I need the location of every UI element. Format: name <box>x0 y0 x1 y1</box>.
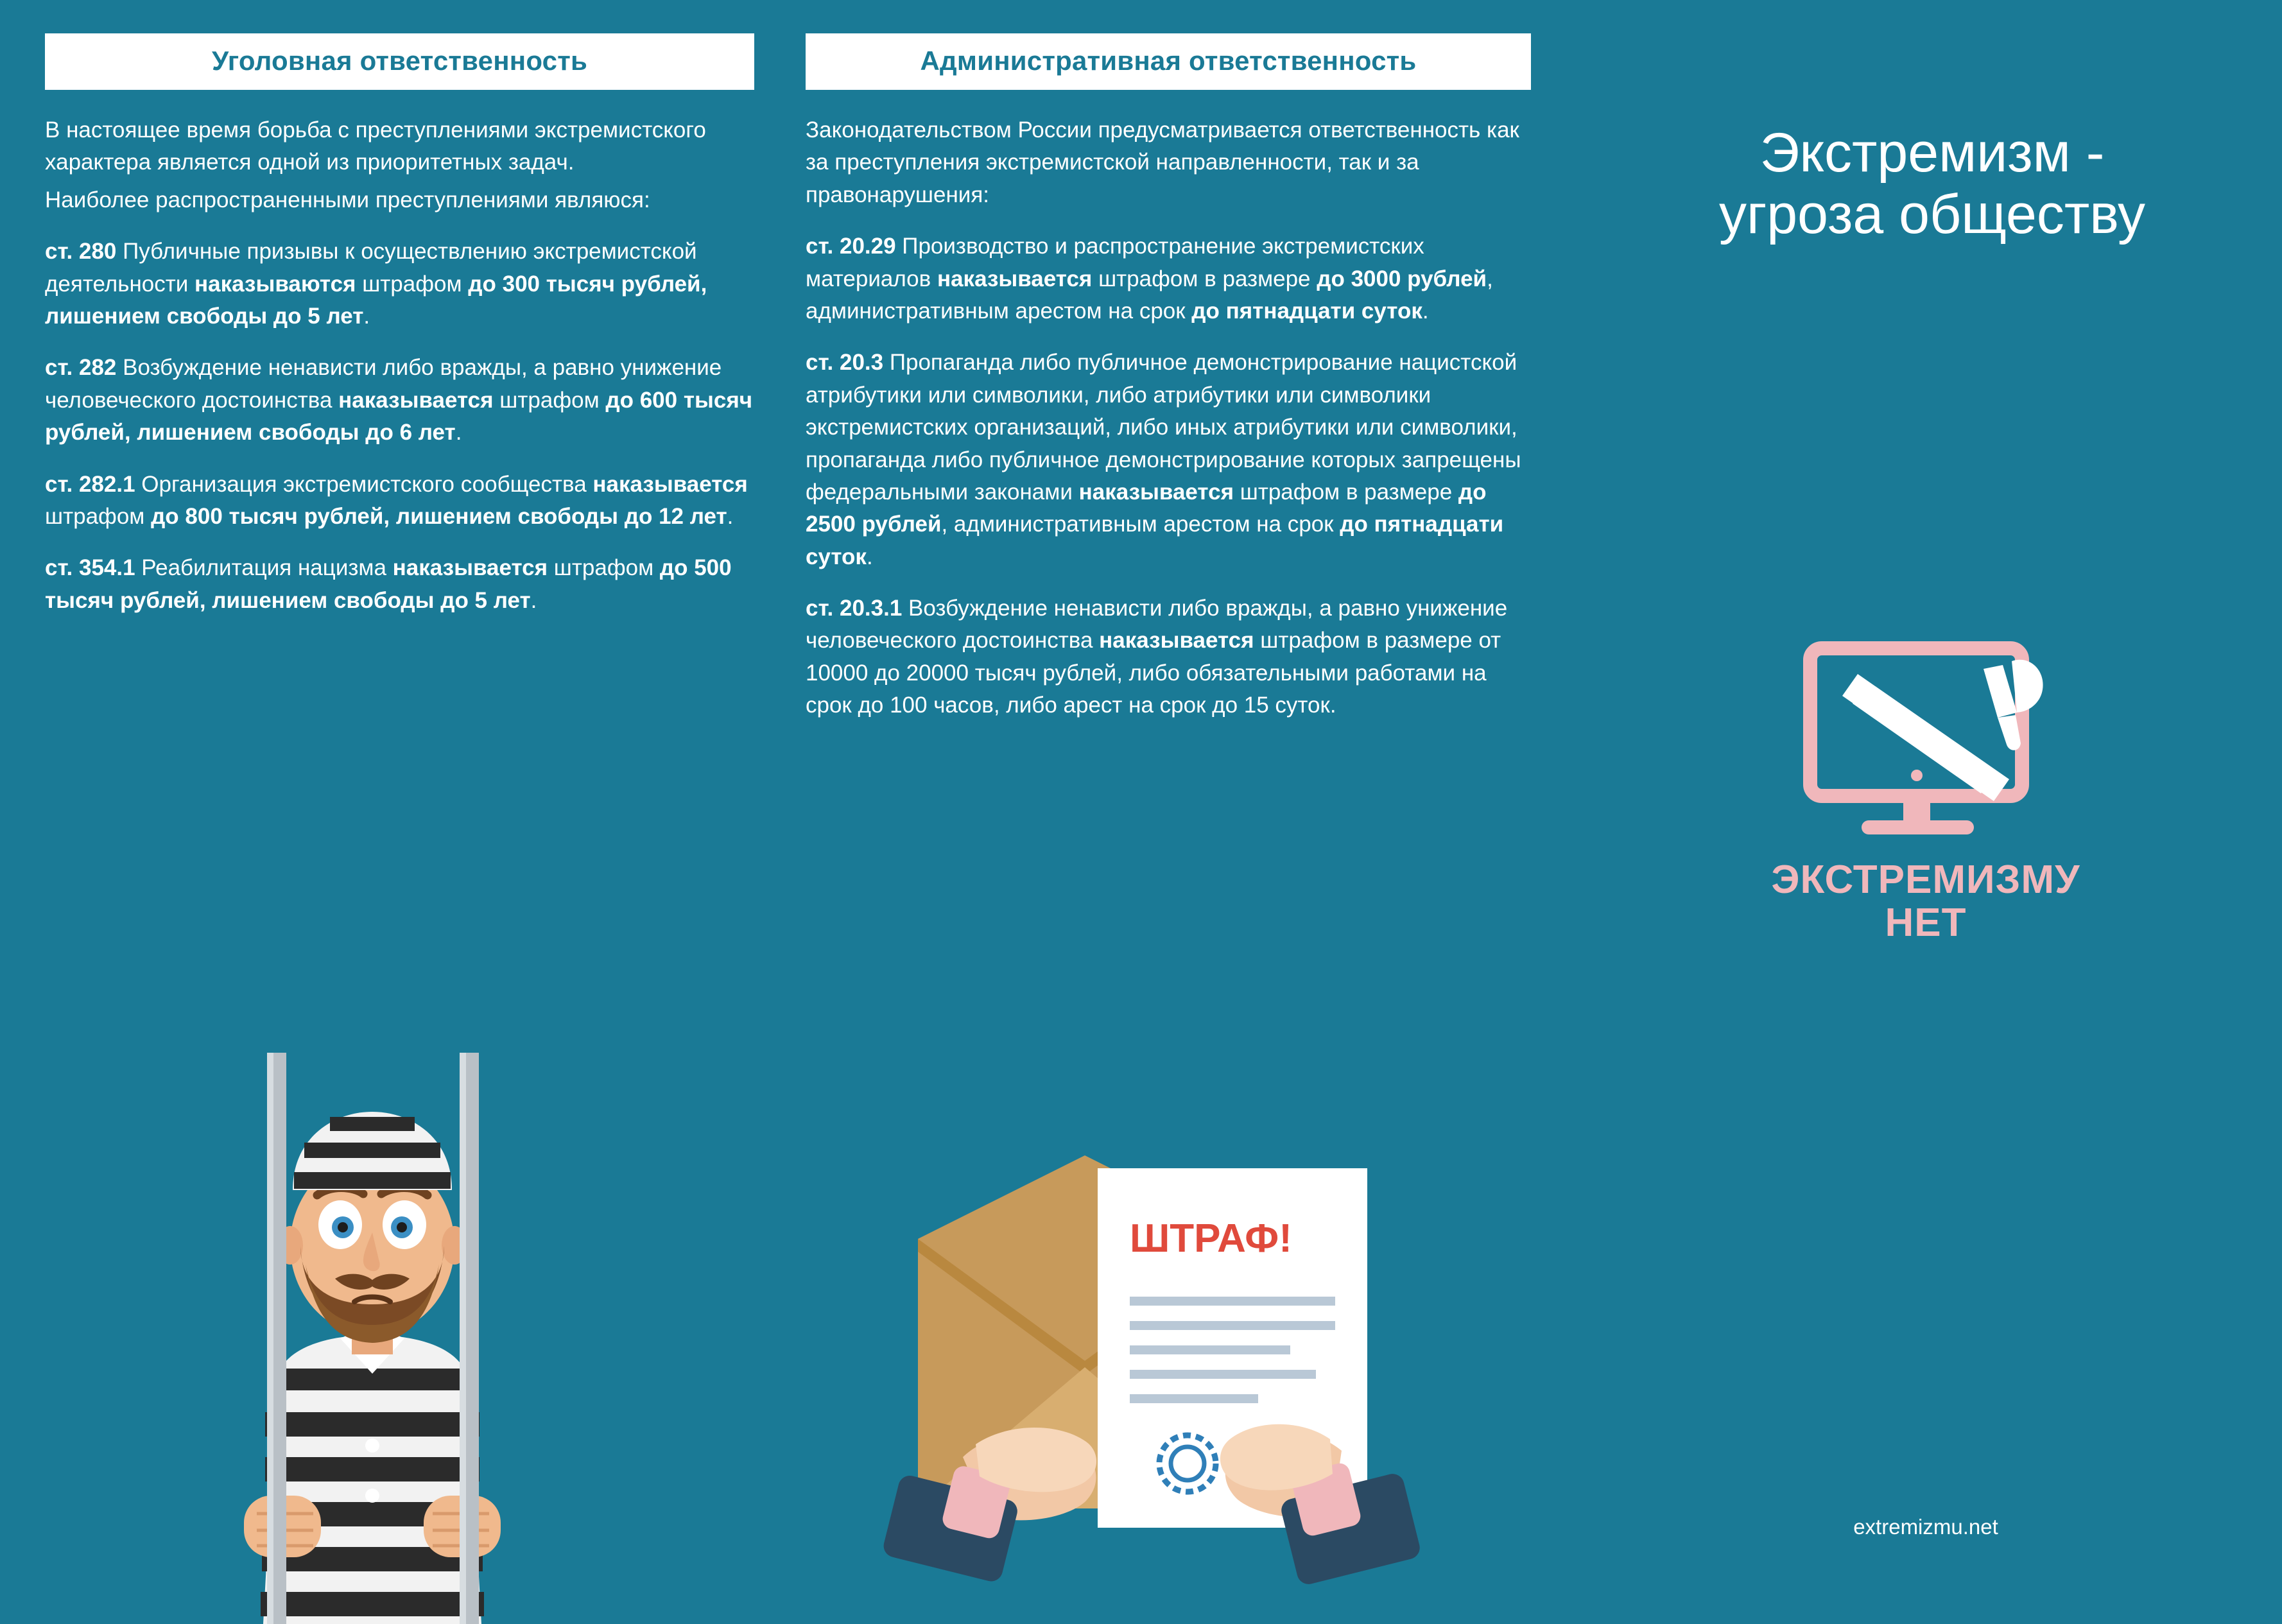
prisoner-behind-bars-illustration <box>148 1053 597 1624</box>
logo-text <box>1682 859 2170 945</box>
paragraph-intro-2: Наиболее распространенными преступлениями являюся: <box>45 187 650 212</box>
column-title <box>1618 0 2234 246</box>
page-title-line1: Экстремизм - <box>1759 122 2105 184</box>
page-title-line2: угроза обществу <box>1718 184 2146 246</box>
paragraph-art-354-1: ст. 354.1 Реабилитация нацизма наказывается штрафом до 500 тысяч рублей, лишением свободы до 5 лет. <box>45 555 732 613</box>
column-administrative-liability <box>806 0 1531 741</box>
hands-holding-fine-letter-illustration <box>828 1059 1470 1624</box>
administrative-liability-text <box>806 114 1531 722</box>
logo <box>1682 635 2170 945</box>
paragraph-art-282-1: ст. 282.1 Организация экстремистского сообщества наказывается штрафом до 800 тысяч рублей, лишением свободы до 12 лет. <box>45 471 748 529</box>
logo-text-line2: НЕТ <box>1885 900 1967 945</box>
website-url[interactable]: extremizmu.net <box>1853 1515 1998 1539</box>
criminal-liability-text <box>45 114 754 617</box>
paragraph-art-20-3: ст. 20.3 Пропаганда либо публичное демонстрирование нацистской атрибутики или символики, либо атрибутики или символики экстремистских организаций, либо иных атрибутики или символики, пропаганда либо публичное демонстрирование которых запрещены федеральными законами наказывается штрафом в размере до 2500 рублей, административным арестом на срок до пятнадцати суток. <box>806 350 1521 569</box>
page-title <box>1618 122 2234 246</box>
paragraph-art-280: ст. 280 Публичные призывы к осуществлению экстремистской деятельности наказываются штрафом до 300 тысяч рублей, лишением свободы до 5 лет. <box>45 239 707 329</box>
paragraph-art-20-3-1: ст. 20.3.1 Возбуждение ненависти либо вражды, а равно унижение человеческого достоинства наказывается штрафом в размере от 10000 до 20000 тысяч рублей, либо обязательными работами на срок до 100 часов, либо арест на срок до 15 суток. <box>806 596 1508 718</box>
logo-text-line1: ЭКСТРЕМИЗМУ <box>1771 858 2080 902</box>
heading-criminal-liability: Уголовная ответственность <box>45 33 754 90</box>
heading-administrative-liability: Административная ответственность <box>806 33 1531 90</box>
paragraph-art-282: ст. 282 Возбуждение ненависти либо вражды, а равно унижение человеческого достоинства наказывается штрафом до 600 тысяч рублей, лишением свободы до 6 лет. <box>45 355 753 445</box>
paragraph-adm-intro: Законодательством России предусматривается ответственность как за преступления экстремистской направленности, так и за правонарушения: <box>806 117 1519 207</box>
paragraph-art-20-29: ст. 20.29 Производство и распространение экстремистских материалов наказывается штрафом в размере до 3000 рублей, административным арестом на срок до пятнадцати суток. <box>806 234 1493 324</box>
no-extremism-monitor-icon <box>1791 635 2061 847</box>
paragraph-intro-1: В настоящее время борьба с преступлениями экстремистского характера является одной из приоритетных задач. <box>45 117 706 175</box>
column-criminal-liability <box>45 0 754 636</box>
fine-letter-label: ШТРАФ! <box>1130 1216 1292 1261</box>
